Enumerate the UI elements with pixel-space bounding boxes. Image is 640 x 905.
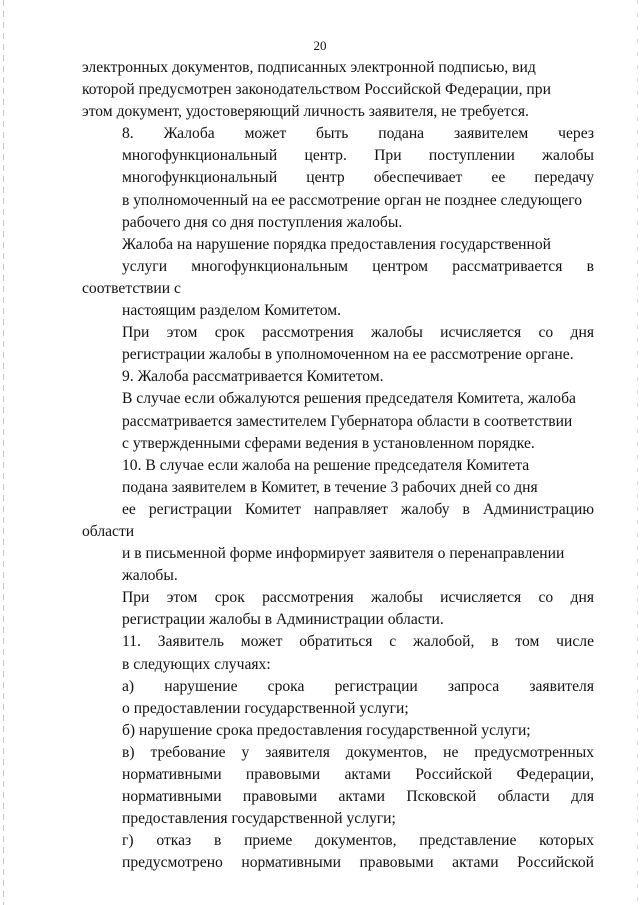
- text-line: в) требование у заявителя документов, не предусмотренных: [122, 743, 594, 761]
- paragraph-term-1: [82, 322, 594, 366]
- text-line: настоящим разделом Комитетом.: [122, 302, 342, 320]
- text-line: регистрации жалобы в уполномоченном на ее рассмотрение органе.: [122, 346, 574, 364]
- page-number: 20: [313, 38, 327, 53]
- text-line: с утвержденными сферами ведения в установленном порядке.: [122, 434, 535, 452]
- scan-edge-right: [637, 0, 638, 905]
- text-line: жалобы.: [122, 567, 178, 585]
- text-line: электронных документов, подписанных электронной подписью, вид: [82, 59, 536, 76]
- text-line: В случае если обжалуются решения председателя Комитета, жалоба: [122, 390, 576, 408]
- text-line: При этом срок рассмотрения жалобы исчисляется со дня: [122, 589, 594, 607]
- text-line: которой предусмотрен законодательством Российской Федерации, при: [82, 81, 551, 99]
- paragraph-continuation: [82, 57, 594, 123]
- text-line: 11. Заявитель может обратиться с жалобой, в том числе: [122, 633, 594, 651]
- text-line: регистрации жалобы в Администрации области.: [122, 611, 444, 629]
- text-line: многофункциональный центр обеспечивает ее передачу: [122, 169, 594, 187]
- text-line: в следующих случаях:: [122, 655, 271, 673]
- text-line: о предоставлении государственной услуги;: [122, 699, 409, 717]
- text-line: нормативными правовыми актами Псковской области для: [122, 788, 594, 806]
- paragraph-item-11: [82, 631, 594, 675]
- list-item-v: [82, 742, 594, 830]
- document-body: [82, 57, 594, 874]
- text-line: 9. Жалоба рассматривается Комитетом.: [122, 368, 384, 386]
- text-line: рассматривается заместителем Губернатора области в соответствии: [122, 412, 573, 430]
- text-line: При этом срок рассмотрения жалобы исчисляется со дня: [122, 324, 594, 342]
- list-item-a: [82, 676, 594, 720]
- text-line: предусмотрено нормативными правовыми актами Российской: [122, 854, 594, 872]
- text-line: предоставления государственной услуги;: [122, 810, 396, 828]
- text-line: в уполномоченный на ее рассмотрение орган не позднее следующего: [122, 191, 583, 209]
- text-line: а) нарушение срока регистрации запроса заявителя: [122, 677, 594, 695]
- paragraph-chairman-decision: [82, 388, 594, 454]
- paragraph-term-2: [82, 587, 594, 631]
- text-line: и в письменной форме информирует заявителя о перенаправлении: [122, 545, 565, 563]
- scan-edge-left: [3, 0, 4, 905]
- text-line: услуги многофункциональным центром рассматривается в соответствии с: [82, 257, 594, 297]
- text-line: подана заявителем в Комитет, в течение 3 рабочих дней со дня: [122, 478, 538, 496]
- text-line: многофункциональный центр. При поступлении жалобы: [122, 147, 594, 165]
- text-line: 8. Жалоба может быть подана заявителем через: [122, 125, 594, 143]
- paragraph-item-8: [82, 123, 594, 233]
- paragraph-mfc-complaint: [82, 234, 594, 322]
- list-item-b: [82, 720, 594, 742]
- list-item-g: [82, 830, 594, 874]
- text-line: б) нарушение срока предоставления государственной услуги;: [122, 721, 531, 739]
- text-line: этом документ, удостоверяющий личность заявителя, не требуется.: [82, 103, 529, 121]
- paragraph-item-9: [82, 366, 594, 388]
- text-line: г) отказ в приеме документов, представление которых: [122, 832, 594, 850]
- text-line: 10. В случае если жалоба на решение председателя Комитета: [122, 456, 530, 474]
- paragraph-item-10: [82, 455, 594, 588]
- text-line: Жалоба на нарушение порядка предоставления государственной: [122, 235, 552, 253]
- text-line: ее регистрации Комитет направляет жалобу в Администрацию области: [82, 500, 594, 540]
- text-line: рабочего дня со дня поступления жалобы.: [122, 213, 403, 231]
- text-line: нормативными правовыми актами Российской Федерации,: [122, 766, 594, 783]
